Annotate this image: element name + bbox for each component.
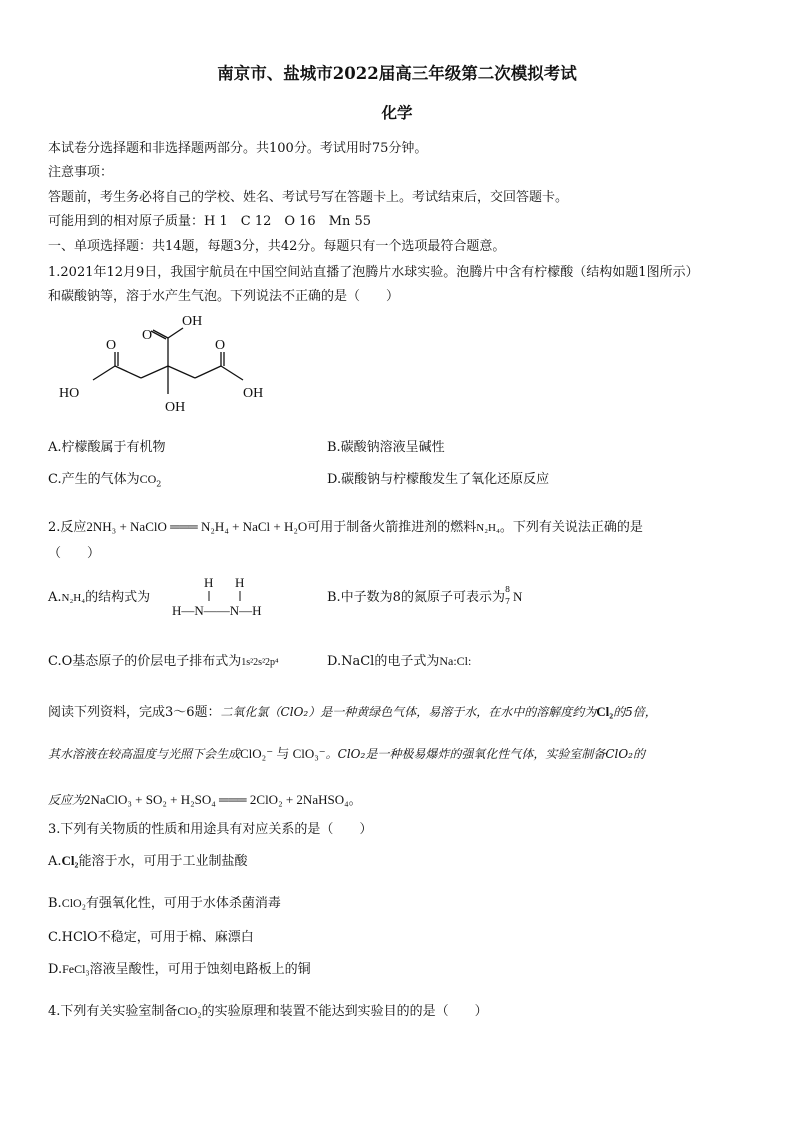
q3-option-b-formula: ClO₂ bbox=[61, 896, 86, 910]
structure-h-top-right: H bbox=[235, 575, 245, 590]
ho-left-label: HO bbox=[59, 386, 80, 401]
citric-acid-structure bbox=[55, 308, 285, 428]
q3-stem: 3.下列有关物质的性质和用途具有对应关系的是（ ） bbox=[48, 822, 373, 837]
reading-text-2-post: 。ClO₂是一种极易爆炸的强氧化性气体，实验室制备ClO₂的 bbox=[325, 747, 645, 761]
q1-stem-line2: 和碳酸钠等，溶于水产生气泡。下列说法不正确的是（ ） bbox=[48, 289, 400, 304]
exam-intro: 本试卷分选择题和非选择题两部分。共100分。考试用时75分钟。 bbox=[48, 141, 428, 156]
q1-option-c-text: C.产生的气体为 bbox=[48, 472, 140, 487]
reading-text-3: 反应为 bbox=[48, 793, 85, 807]
reading-line2 bbox=[48, 743, 645, 762]
atomic-masses: 可能用到的相对原子质量：H 1 C 12 O 16 Mn 55 bbox=[48, 214, 372, 229]
subject-title: 化学 bbox=[381, 103, 413, 122]
nuclide-atomic-number: 7 bbox=[504, 596, 511, 606]
oh-top-label: OH bbox=[182, 314, 203, 329]
q3-option-d-post: 溶液呈酸性，可用于蚀刻电路板上的铜 bbox=[89, 962, 311, 977]
q3-option-a-formula: Cl₂ bbox=[61, 853, 79, 868]
nuclide-element: N bbox=[512, 589, 523, 604]
q1-option-d: D.碳酸钠与柠檬酸发生了氧化还原反应 bbox=[327, 472, 550, 487]
q3-option-d bbox=[48, 958, 311, 977]
q4-formula: ClO₂ bbox=[177, 1004, 202, 1018]
q4-stem-pre: 4.下列有关实验室制备 bbox=[48, 1004, 178, 1019]
q2-option-c-text: C.O基态原子的价层电子排布式为 bbox=[48, 654, 242, 669]
structure-bottom: H—N——N—H bbox=[172, 603, 262, 618]
reading-line1 bbox=[48, 701, 657, 720]
reading-intro: 阅读下列资料，完成3～6题： bbox=[48, 705, 221, 720]
q2-fuel: N₂H₄ bbox=[476, 522, 500, 534]
nuclide-notation bbox=[504, 584, 513, 606]
q2-option-a-post: 的结构式为 bbox=[85, 590, 151, 605]
q1-option-c bbox=[48, 468, 161, 489]
q1-option-c-subscript: 2 bbox=[156, 479, 162, 489]
reading-line3 bbox=[48, 789, 362, 808]
reading-text-2: 其水溶液在较高温度与光照下会生成 bbox=[48, 747, 241, 761]
notice-body: 答题前，考生务必将自己的学校、姓名、考试号写在答题卡上。考试结束后，交回答题卡。 bbox=[48, 190, 569, 205]
q3-option-d-pre: D. bbox=[48, 962, 63, 977]
q3-option-b bbox=[48, 892, 281, 911]
exam-title: 南京市、盐城市2022届高三年级第二次模拟考试 bbox=[217, 64, 577, 83]
reading-ions: ClO₂⁻ 与 ClO₃⁻ bbox=[240, 746, 326, 761]
q3-option-b-post: 有强氧化性，可用于水体杀菌消毒 bbox=[85, 896, 281, 911]
q3-option-c: C.HClO不稳定，可用于棉、麻漂白 bbox=[48, 930, 254, 945]
q3-option-d-formula: FeCl₃ bbox=[62, 962, 90, 976]
o-left-label: O bbox=[106, 338, 117, 353]
reading-text-3-end: 。 bbox=[348, 793, 362, 808]
q2-option-c bbox=[48, 650, 279, 669]
reading-cl2: Cl₂ bbox=[596, 704, 614, 719]
reading-text-1: 二氧化氯（ClO₂）是一种黄绿色气体，易溶于水，在水中的溶解度约为 bbox=[220, 705, 597, 719]
q2-option-b bbox=[327, 586, 522, 605]
q2-stem bbox=[48, 516, 643, 535]
q2-option-a bbox=[48, 586, 150, 605]
q1-option-b: B.碳酸钠溶液呈碱性 bbox=[327, 440, 445, 455]
q2-stem-post: 。下列有关说法正确的是 bbox=[499, 520, 643, 535]
q2-stem-pre: 2.反应 bbox=[48, 520, 87, 535]
o-carbonyl-label: O bbox=[142, 328, 153, 343]
q1-option-a: A.柠檬酸属于有机物 bbox=[48, 440, 166, 455]
electron-configuration: 1s²2s²2p⁴ bbox=[241, 657, 279, 668]
q2-option-b-text: B.中子数为8的氮原子可表示为 bbox=[327, 590, 505, 605]
hydrazine-structure bbox=[172, 575, 282, 625]
oh-center-label: OH bbox=[165, 400, 186, 415]
oh-right-label: OH bbox=[243, 386, 264, 401]
q3-option-a-post: 能溶于水，可用于工业制盐酸 bbox=[78, 854, 248, 869]
q2-option-a-formula: N₂H₄ bbox=[61, 592, 86, 604]
q2-reaction: 2NH₃ + NaClO ═══ N₂H₄ + NaCl + H₂O bbox=[86, 519, 308, 534]
q2-paren: （ ） bbox=[48, 546, 101, 561]
reading-equation: 2NaClO₃ + SO₂ + H₂SO₄ ═══ 2ClO₂ + 2NaHSO₄ bbox=[84, 792, 349, 807]
nuclide-mass-number: 8 bbox=[504, 584, 511, 594]
notice-heading: 注意事项： bbox=[48, 165, 114, 180]
section-heading: 一、单项选择题：共14题，每题3分，共42分。每题只有一个选项最符合题意。 bbox=[48, 239, 506, 254]
q2-option-d bbox=[327, 650, 471, 669]
electron-dot-formula: Na:Cl: bbox=[439, 654, 472, 668]
structure-h-top-left: H bbox=[204, 575, 214, 590]
q4-stem bbox=[48, 1000, 488, 1019]
q2-option-a-pre: A. bbox=[48, 590, 62, 605]
q1-option-c-formula: CO bbox=[139, 472, 157, 486]
reading-text-1-end: 的5倍， bbox=[613, 705, 657, 719]
q2-stem-mid: 可用于制备火箭推进剂的燃料 bbox=[307, 520, 477, 535]
q4-stem-post: 的实验原理和装置不能达到实验目的的是（ ） bbox=[201, 1004, 488, 1019]
q3-option-a bbox=[48, 850, 247, 869]
q3-option-a-pre: A. bbox=[48, 854, 62, 869]
q3-option-b-pre: B. bbox=[48, 896, 62, 911]
q2-option-d-text: D.NaCl的电子式为 bbox=[327, 654, 440, 669]
q1-stem-line1: 1.2021年12月9日，我国宇航员在中国空间站直播了泡腾片水球实验。泡腾片中含有柠檬酸（结构如题1图所示） bbox=[48, 265, 699, 280]
o-right-label: O bbox=[215, 338, 226, 353]
